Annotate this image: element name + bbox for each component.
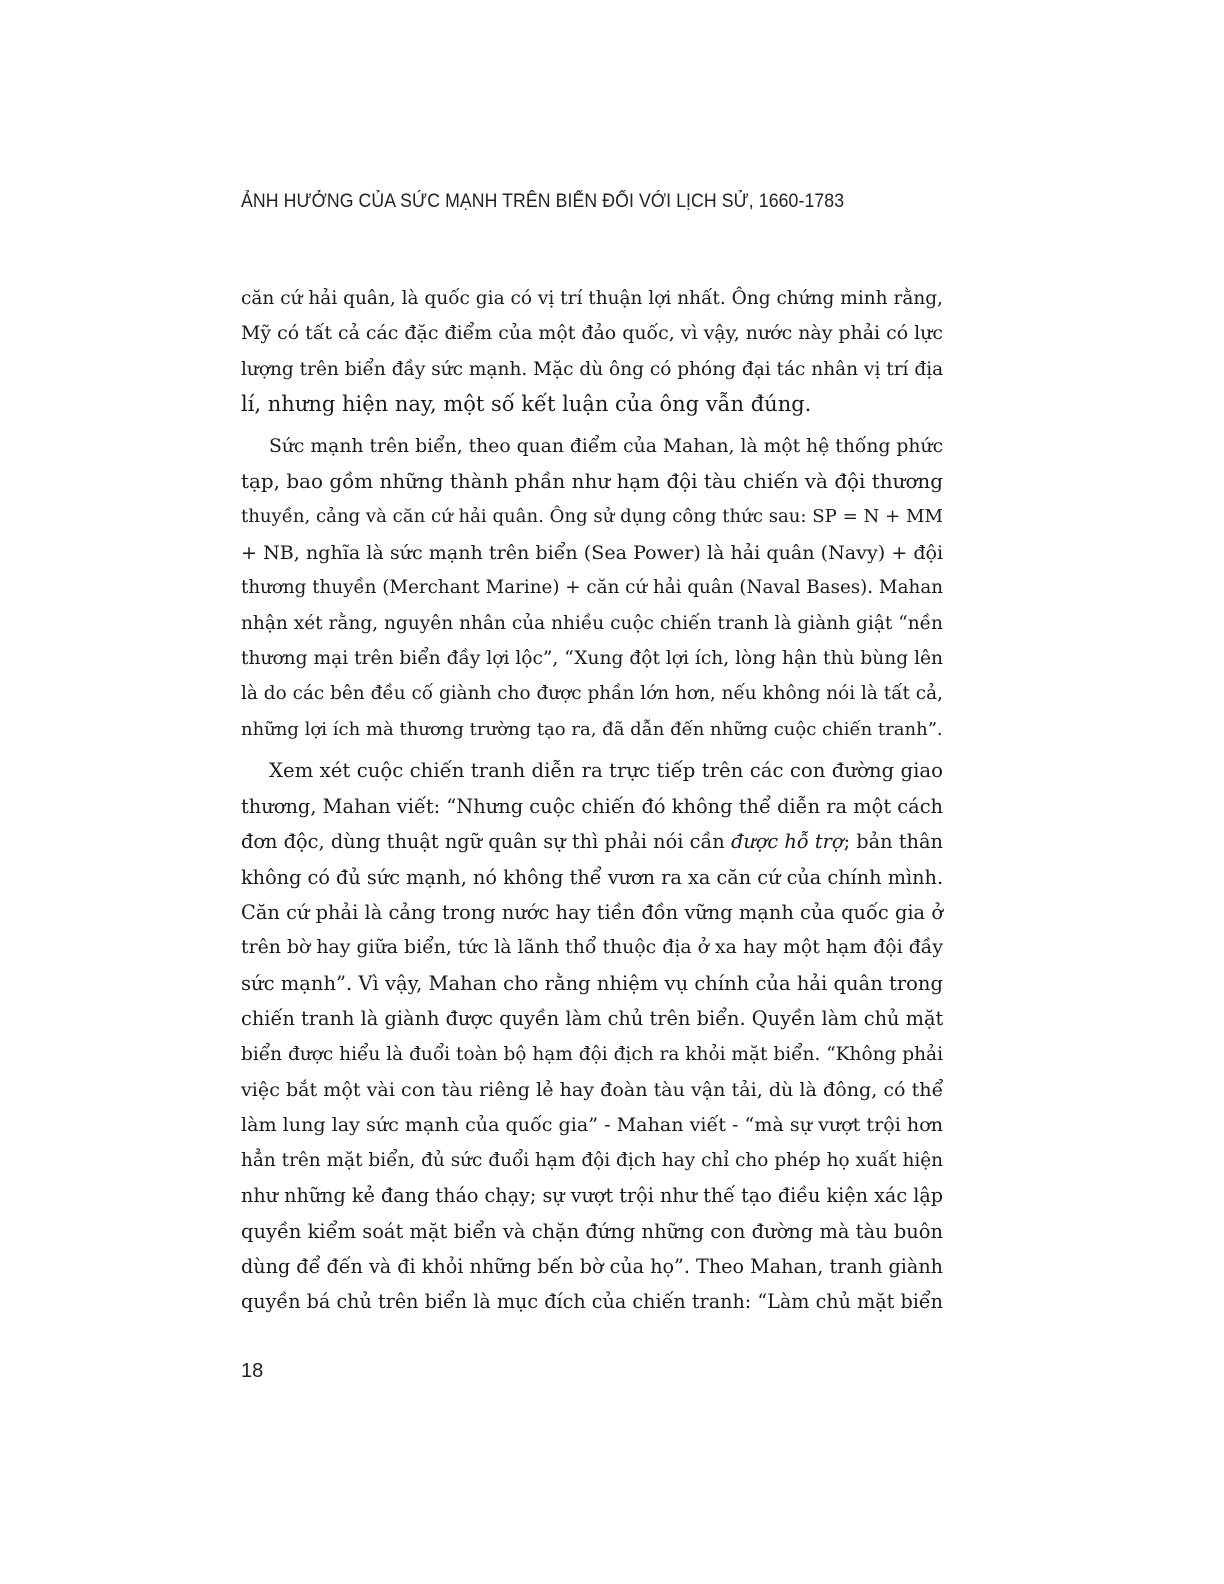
text-line: biển được hiểu là đuổi toàn bộ hạm đội địch ra khỏi mặt biển. “Không phải bbox=[241, 1043, 943, 1065]
text-line: việc bắt một vài con tàu riêng lẻ hay đoàn tàu vận tải, dù là đông, có thể bbox=[241, 1077, 944, 1101]
text-segment: ; bản thân bbox=[843, 830, 944, 854]
italic-phrase: được hỗ trợ bbox=[730, 830, 844, 854]
text-line: quyền kiểm soát mặt biển và chặn đứng những con đường mà tàu buôn bbox=[241, 1219, 943, 1243]
text-line: dùng để đến và đi khỏi những bến bờ của họ”. Theo Mahan, tranh giành bbox=[241, 1254, 943, 1278]
text-line: sức mạnh”. Vì vậy, Mahan cho rằng nhiệm vụ chính của hải quân trong bbox=[241, 971, 943, 995]
text-line: lượng trên biển đầy sức mạnh. Mặc dù ông có phóng đại tác nhân vị trí địa bbox=[241, 358, 944, 380]
text-line: căn cứ hải quân, là quốc gia có vị trí thuận lợi nhất. Ông chứng minh rằng, bbox=[241, 288, 943, 309]
text-line: + NB, nghĩa là sức mạnh trên biển (Sea Power) là hải quân (Navy) + đội bbox=[241, 540, 944, 564]
text-line: chiến tranh là giành được quyền làm chủ trên biển. Quyền làm chủ mặt bbox=[241, 1007, 944, 1031]
text-line: là do các bên đều cố giành cho được phần lớn hơn, nếu không nói là tất cả, bbox=[241, 683, 943, 705]
running-header: ẢNH HƯỞNG CỦA SỨC MẠNH TRÊN BIỂN ĐỐI VỚI LỊCH SỬ, 1660-1783 bbox=[241, 191, 845, 212]
text-line: trên bờ hay giữa biển, tức là lãnh thổ thuộc địa ở xa hay một hạm đội đầy bbox=[241, 936, 943, 959]
text-line-with-italic bbox=[241, 824, 943, 859]
page-number: 18 bbox=[241, 1360, 264, 1382]
paragraph-2 bbox=[241, 429, 943, 748]
text-line: thuyền, cảng và căn cứ hải quân. Ông sử dụng công thức sau: SP = N + MM bbox=[241, 506, 943, 528]
text-segment: đơn độc, dùng thuật ngữ quân sự thì phải nói cần bbox=[241, 830, 731, 854]
text-line: Mỹ có tất cả các đặc điểm của một đảo quốc, vì vậy, nước này phải có lực bbox=[241, 322, 943, 345]
text-line: quyền bá chủ trên biển là mục đích của chiến tranh: “Làm chủ mặt biển bbox=[241, 1290, 943, 1314]
paragraph-1 bbox=[241, 281, 943, 423]
text-line: hẳn trên mặt biển, đủ sức đuổi hạm đội địch hay chỉ cho phép họ xuất hiện bbox=[241, 1149, 943, 1171]
text-line: không có đủ sức mạnh, nó không thể vươn ra xa căn cứ của chính mình. bbox=[241, 865, 944, 889]
text-line: những lợi ích mà thương trường tạo ra, đã dẫn đến những cuộc chiến tranh”. bbox=[241, 718, 943, 740]
text-line: lí, nhưng hiện nay, một số kết luận của ông vẫn đúng. bbox=[241, 392, 812, 417]
text-line: thương mại trên biển đầy lợi lộc”, “Xung đột lợi ích, lòng hận thù bùng lên bbox=[241, 648, 944, 670]
text-line: nhận xét rằng, nguyên nhân của nhiều cuộc chiến tranh là giành giật “nền bbox=[241, 612, 943, 634]
text-line: Căn cứ phải là cảng trong nước hay tiền đồn vững mạnh của quốc gia ở bbox=[241, 900, 943, 924]
paragraph-3 bbox=[241, 753, 943, 1320]
text-line: Sức mạnh trên biển, theo quan điểm của Mahan, là một hệ thống phức bbox=[269, 435, 944, 457]
text-line: Xem xét cuộc chiến tranh diễn ra trực tiếp trên các con đường giao bbox=[269, 759, 943, 783]
text-line: thương, Mahan viết: “Nhưng cuộc chiến đó không thể diễn ra một cách bbox=[241, 794, 944, 818]
text-line: làm lung lay sức mạnh của quốc gia” - Mahan viết - “mà sự vượt trội hơn bbox=[241, 1113, 943, 1137]
body-text bbox=[241, 281, 943, 1320]
text-line: như những kẻ đang tháo chạy; sự vượt trội như thế tạo điều kiện xác lập bbox=[241, 1184, 943, 1208]
text-line: thương thuyền (Merchant Marine) + căn cứ hải quân (Naval Bases). Mahan bbox=[241, 577, 943, 599]
text-line: tạp, bao gồm những thành phần như hạm đội tàu chiến và đội thương bbox=[241, 470, 943, 494]
